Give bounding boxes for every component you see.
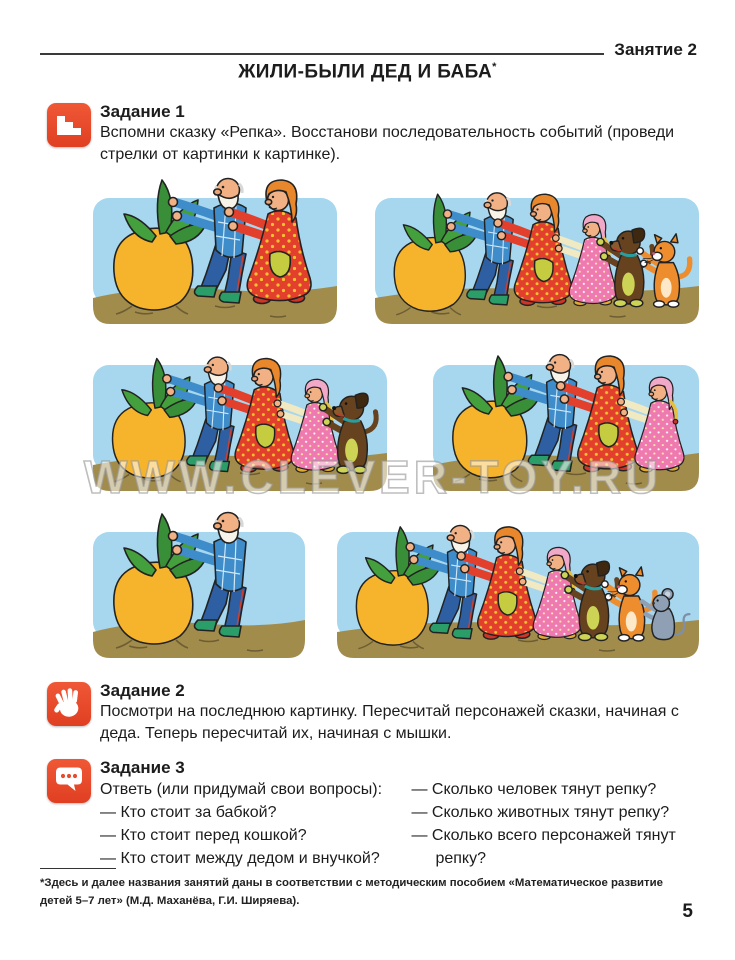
task-3-icon-badge (47, 759, 91, 803)
story-picture-5[interactable] (90, 506, 308, 661)
page-title: ЖИЛИ-БЫЛИ ДЕД И БАБА* (238, 61, 497, 83)
question-item: — Сколько человек тянут репку? (411, 781, 657, 798)
questions-right (411, 778, 697, 870)
story-picture-6[interactable] (334, 506, 702, 661)
story-picture-2[interactable] (372, 172, 702, 327)
question-item: — Кто стоит за бабкой? (100, 804, 277, 821)
task-3-title: Задание 3 (100, 758, 185, 777)
lesson-label: Занятие 2 (614, 40, 697, 59)
questions-left (100, 801, 411, 870)
picture-row (90, 339, 702, 494)
task-2-text: Посмотри на последнюю картинку. Пересчитай персонажей сказки, начиная с деда. Теперь пересчитай их, начиная с мышки. (100, 703, 679, 742)
task-2-icon-badge (47, 682, 91, 726)
footnote-rule (40, 868, 116, 869)
story-picture-3[interactable] (90, 339, 390, 494)
task-2 (47, 680, 697, 745)
task-1-text: Вспомни сказку «Репка». Восстанови последовательность событий (проведи стрелки от картинки к картинке). (100, 124, 675, 163)
question-item: — Кто стоит перед кошкой? (100, 827, 307, 844)
header-rule (40, 53, 604, 55)
picture-row (90, 172, 702, 327)
stairs-icon (47, 103, 91, 147)
hand-icon (47, 682, 91, 726)
title-footnote-marker: * (492, 61, 497, 73)
picture-row (90, 506, 702, 661)
story-picture-4[interactable] (430, 339, 702, 494)
task-1 (47, 101, 697, 166)
task-1-icon-badge (47, 103, 91, 147)
task-3 (47, 757, 697, 870)
footnote-text: *Здесь и далее названия занятий даны в соответствии с методическим пособием «Математическое развитие детей 5–7 лет» (М.Д. Маханёва, Г.И. Ширяева). (40, 877, 663, 907)
story-picture-1[interactable] (90, 172, 340, 327)
watermark: WWW.CLEVER-TOY.RU (83, 451, 663, 503)
task-2-title: Задание 2 (100, 681, 185, 700)
question-item: — Сколько животных тянут репку? (411, 804, 670, 821)
speech-bubble-icon (47, 759, 91, 803)
story-pictures (90, 172, 702, 673)
page-number: 5 (682, 901, 693, 922)
header (40, 40, 697, 60)
footnote (40, 868, 697, 910)
question-item: — Сколько всего персонажей тянут репку? (411, 827, 676, 867)
task-3-intro: Ответь (или придумай свои вопросы): (100, 781, 383, 798)
task-1-title: Задание 1 (100, 102, 185, 121)
question-item: — Кто стоит между дедом и внучкой? (100, 850, 380, 867)
